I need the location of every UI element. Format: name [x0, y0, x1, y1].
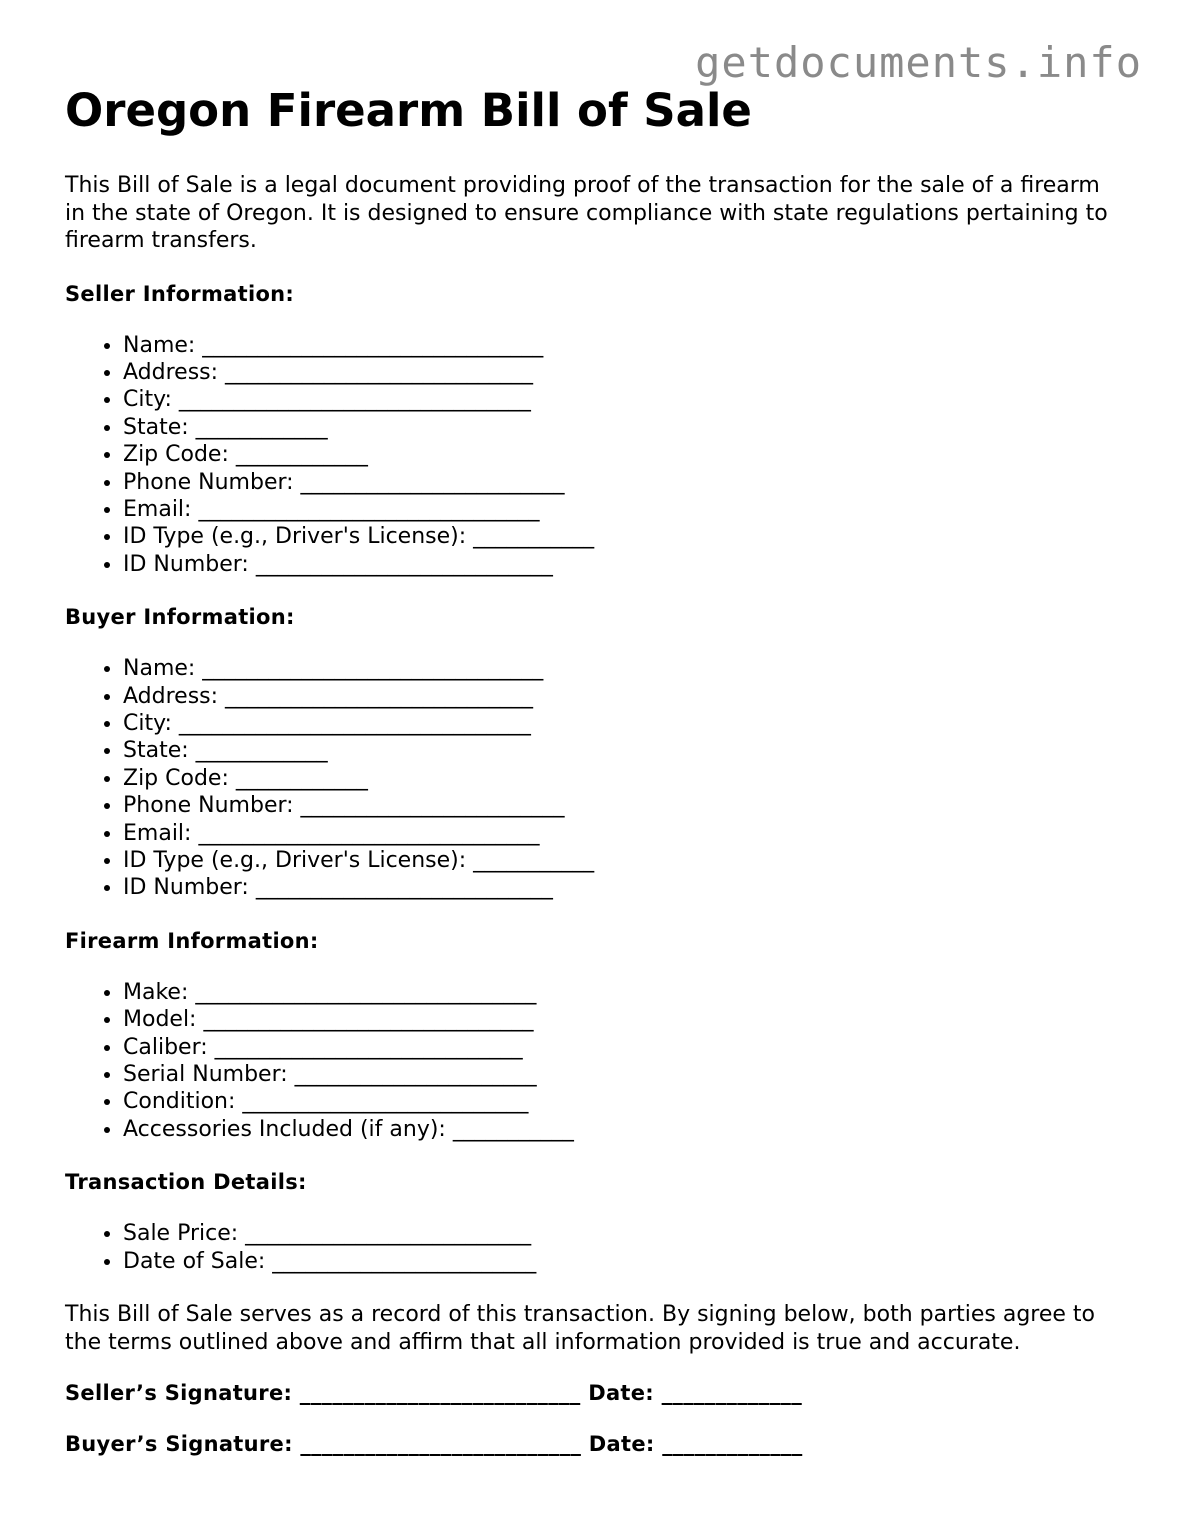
sale-price-field[interactable]: • Sale Price: __________________________ [123, 1220, 1125, 1247]
seller-city-field[interactable]: • City: ________________________________ [123, 386, 1125, 413]
seller-zip-field[interactable]: • Zip Code: ____________ [123, 441, 1125, 468]
document-body [65, 84, 1125, 1458]
buyer-zip-field[interactable]: • Zip Code: ____________ [123, 765, 1125, 792]
firearm-make-field[interactable]: • Make: _______________________________ [123, 979, 1125, 1006]
firearm-caliber-field[interactable]: • Caliber: ____________________________ [123, 1034, 1125, 1061]
firearm-condition-field[interactable]: • Condition: __________________________ [123, 1088, 1125, 1115]
outro-paragraph: This Bill of Sale serves as a record of this transaction. By signing below, both parties agree to the terms outlined above and affirm that all information provided is true and accurate. [65, 1302, 1096, 1355]
seller-email-field[interactable]: • Email: _______________________________ [123, 496, 1125, 523]
buyer-signature-line[interactable]: Buyer’s Signature: __________________________ Date: _____________ [65, 1432, 803, 1457]
seller-phone-field[interactable]: • Phone Number: ________________________ [123, 469, 1125, 496]
firearm-section-heading: Firearm Information: [65, 928, 319, 953]
document-title: Oregon Firearm Bill of Sale [65, 84, 752, 137]
buyer-id-number-field[interactable]: • ID Number: ___________________________ [123, 874, 1125, 901]
seller-id-number-field[interactable]: • ID Number: ___________________________ [123, 551, 1125, 578]
buyer-phone-field[interactable]: • Phone Number: ________________________ [123, 792, 1125, 819]
seller-id-type-field[interactable]: • ID Type (e.g., Driver's License): ___________ [123, 523, 1125, 550]
buyer-address-field[interactable]: • Address: ____________________________ [123, 683, 1125, 710]
buyer-name-field[interactable]: • Name: _______________________________ [123, 655, 1125, 682]
firearm-accessories-field[interactable]: • Accessories Included (if any): ___________ [123, 1116, 1125, 1143]
buyer-id-type-field[interactable]: • ID Type (e.g., Driver's License): ___________ [123, 847, 1125, 874]
firearm-serial-field[interactable]: • Serial Number: ______________________ [123, 1061, 1125, 1088]
firearm-model-field[interactable]: • Model: ______________________________ [123, 1006, 1125, 1033]
buyer-email-field[interactable]: • Email: _______________________________ [123, 820, 1125, 847]
seller-section-heading: Seller Information: [65, 281, 295, 306]
buyer-section-heading: Buyer Information: [65, 605, 295, 630]
seller-signature-line[interactable]: Seller’s Signature: __________________________ Date: _____________ [65, 1381, 803, 1406]
buyer-state-field[interactable]: • State: ____________ [123, 737, 1125, 764]
seller-fields-list [65, 332, 1125, 579]
seller-name-field[interactable]: • Name: _______________________________ [123, 332, 1125, 359]
seller-state-field[interactable]: • State: ____________ [123, 414, 1125, 441]
seller-address-field[interactable]: • Address: ____________________________ [123, 359, 1125, 386]
transaction-fields-list [65, 1220, 1125, 1275]
buyer-city-field[interactable]: • City: ________________________________ [123, 710, 1125, 737]
sale-date-field[interactable]: • Date of Sale: ________________________ [123, 1248, 1125, 1275]
firearm-fields-list [65, 979, 1125, 1143]
transaction-section-heading: Transaction Details: [65, 1170, 307, 1195]
watermark: getdocuments.info [695, 38, 1142, 87]
buyer-fields-list [65, 655, 1125, 902]
intro-paragraph: This Bill of Sale is a legal document providing proof of the transaction for the sale of a firearm in the state of Oregon. It is designed to ensure compliance with state regulations pertaining to firearm transfers. [65, 173, 1108, 253]
